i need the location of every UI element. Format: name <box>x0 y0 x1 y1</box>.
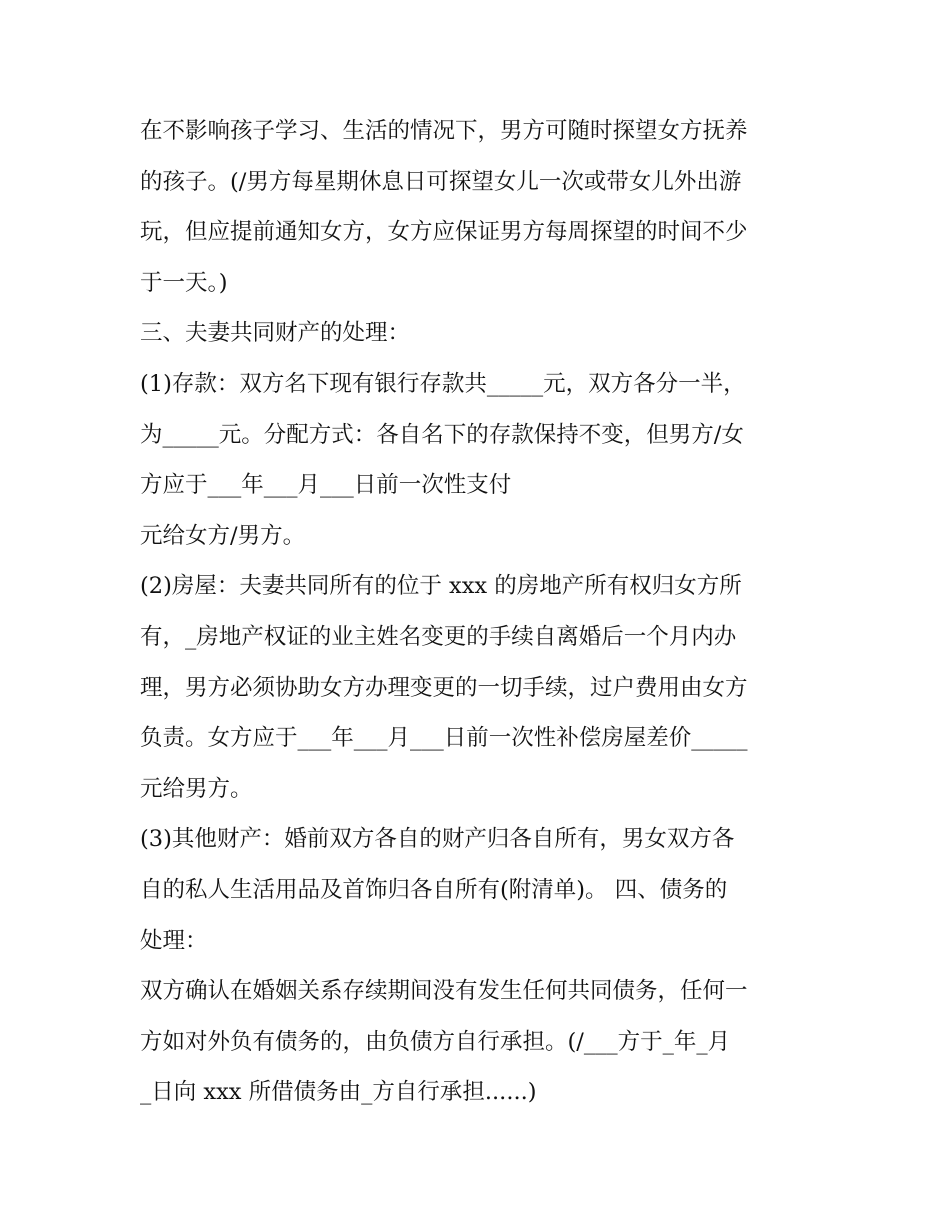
text-line: 为_____元。分配方式：各自名下的存款保持不变，但男方/女 <box>140 421 744 448</box>
text-line: 在不影响孩子学习、生活的情况下，男方可随时探望女方抚养 <box>140 118 748 144</box>
text-line: _日向 xxx 所借债务由_方自行承担......) <box>140 1079 537 1106</box>
text-line: 于一天。) <box>140 269 228 296</box>
text-line: 方应于___年___月___日前一次性支付 <box>140 472 512 499</box>
text-line: 理，男方必须协助女方办理变更的一切手续，过户费用由女方 <box>140 674 748 701</box>
text-line: 自的私人生活用品及首饰归各自所有(附清单)。 四、债务的 <box>140 876 728 903</box>
text-line: (1)存款：双方名下现有银行存款共_____元，双方各分一半， <box>140 370 746 397</box>
document-body <box>140 106 830 1118</box>
text-line: 元给女方/男方。 <box>140 522 306 549</box>
text-line: 元给男方。 <box>140 775 253 802</box>
text-line: 处理： <box>140 927 208 954</box>
text-line: 玩，但应提前通知女方，女方应保证男方每周探望的时间不少 <box>140 219 748 246</box>
section-heading: 三、夫妻共同财产的处理： <box>140 320 411 347</box>
text-line: 双方确认在婚姻关系存续期间没有发生任何共同债务，任何一 <box>140 978 748 1005</box>
text-line: 方如对外负有债务的，由负债方自行承担。(/___方于_年_月 <box>140 1028 731 1055</box>
text-line: 有，_房地产权证的业主姓名变更的手续自离婚后一个月内办 <box>140 623 737 650</box>
text-line: (2)房屋：夫妻共同所有的位于 xxx 的房地产所有权归女方所 <box>140 573 742 600</box>
text-line: 负责。女方应于___年___月___日前一次性补偿房屋差价_____ <box>140 725 748 752</box>
text-line: (3)其他财产：婚前双方各自的财产归各自所有，男女双方各 <box>140 826 735 853</box>
text-line: 的孩子。(/男方每星期休息日可探望女儿一次或带女儿外出游 <box>140 168 742 195</box>
